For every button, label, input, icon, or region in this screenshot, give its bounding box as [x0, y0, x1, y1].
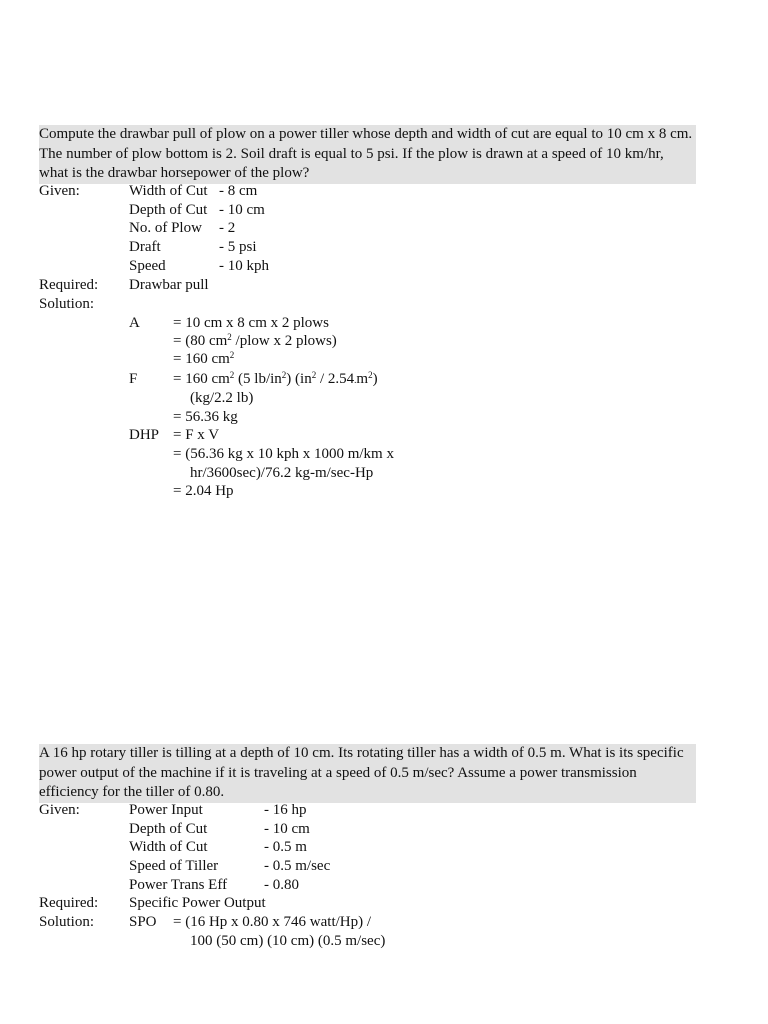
given-value: - 0.5 m/sec	[264, 858, 331, 874]
given-label: Given:	[39, 183, 80, 199]
given-value: - 10 cm	[264, 821, 310, 837]
solution-line: = (80 $cm^2$ /plow x 2 plows)	[173, 332, 337, 349]
given-name: Draft	[129, 239, 161, 255]
given-name: Speed	[129, 258, 166, 274]
solution-line: 100 (50 cm) (10 cm) (0.5 m/sec)	[190, 933, 386, 949]
solution-line: = (16 Hp x 0.80 x 746 watt/Hp) /	[173, 914, 372, 930]
given-value: - 5 psi	[219, 239, 257, 255]
given-value: - 0.80	[264, 877, 299, 893]
solution-line: = 160 $cm^2$	[173, 350, 235, 367]
solution-var-label: SPO	[129, 914, 157, 930]
problem-2-question: A 16 hp rotary tiller is tilling at a depth of 10 cm. Its rotating tiller has a width of 0.5 m. What is its specific power output of the machine if it is traveling at a speed of 0.5 m/sec? Assume a power transmission efficiency for the tiller of 0.80.	[39, 744, 696, 803]
given-name: Depth of Cut	[129, 202, 208, 218]
solution-label: Solution:	[39, 914, 95, 930]
given-value: - 16 hp	[264, 802, 307, 818]
solution-line: hr/3600sec)/76.2 kg-m/sec-Hp	[190, 465, 374, 481]
solution-line: = 56.36 kg	[173, 409, 238, 425]
required-label: Required:	[39, 895, 99, 911]
given-name: Depth of Cut	[129, 821, 208, 837]
solution-line: = 2.04 Hp	[173, 483, 234, 499]
given-name: Power Input	[129, 802, 203, 818]
solution-line: (kg/2.2 lb)	[190, 390, 254, 406]
given-name: No. of Plow	[129, 220, 202, 236]
solution-var-label: A	[129, 315, 140, 331]
given-name: Power Trans Eff	[129, 877, 228, 893]
given-value: - 10 kph	[219, 258, 269, 274]
required-value: Specific Power Output	[129, 895, 266, 911]
given-name: Width of Cut	[129, 839, 208, 855]
solution-var-label: DHP	[129, 427, 160, 443]
required-label: Required:	[39, 277, 99, 293]
solution-line: = 10 cm x 8 cm x 2 plows	[173, 315, 329, 331]
given-name: Width of Cut	[129, 183, 208, 199]
given-value: - 2	[219, 220, 236, 236]
solution-line: = (56.36 kg x 10 kph x 1000 m/km x	[173, 446, 394, 462]
given-value: - 0.5 m	[264, 839, 307, 855]
given-value: - 8 cm	[219, 183, 258, 199]
solution-var-label: F	[129, 371, 138, 387]
given-name: Speed of Tiller	[129, 858, 219, 874]
solution-line: = 160 $cm^2$ (5 $lb/in^2$) $(in^2 / 2.54.m^2)$	[173, 370, 378, 387]
solution-line: = F x V	[173, 427, 220, 443]
given-value: - 10 cm	[219, 202, 265, 218]
required-value: Drawbar pull	[129, 277, 209, 293]
solution-label: Solution:	[39, 296, 95, 312]
given-label: Given:	[39, 802, 80, 818]
problem-1-question: Compute the drawbar pull of plow on a power tiller whose depth and width of cut are equal to 10 cm x 8 cm. The number of plow bottom is 2. Soil draft is equal to 5 psi. If the plow is drawn at a speed of 10 km/hr, what is the drawbar horsepower of the plow?	[39, 125, 696, 184]
